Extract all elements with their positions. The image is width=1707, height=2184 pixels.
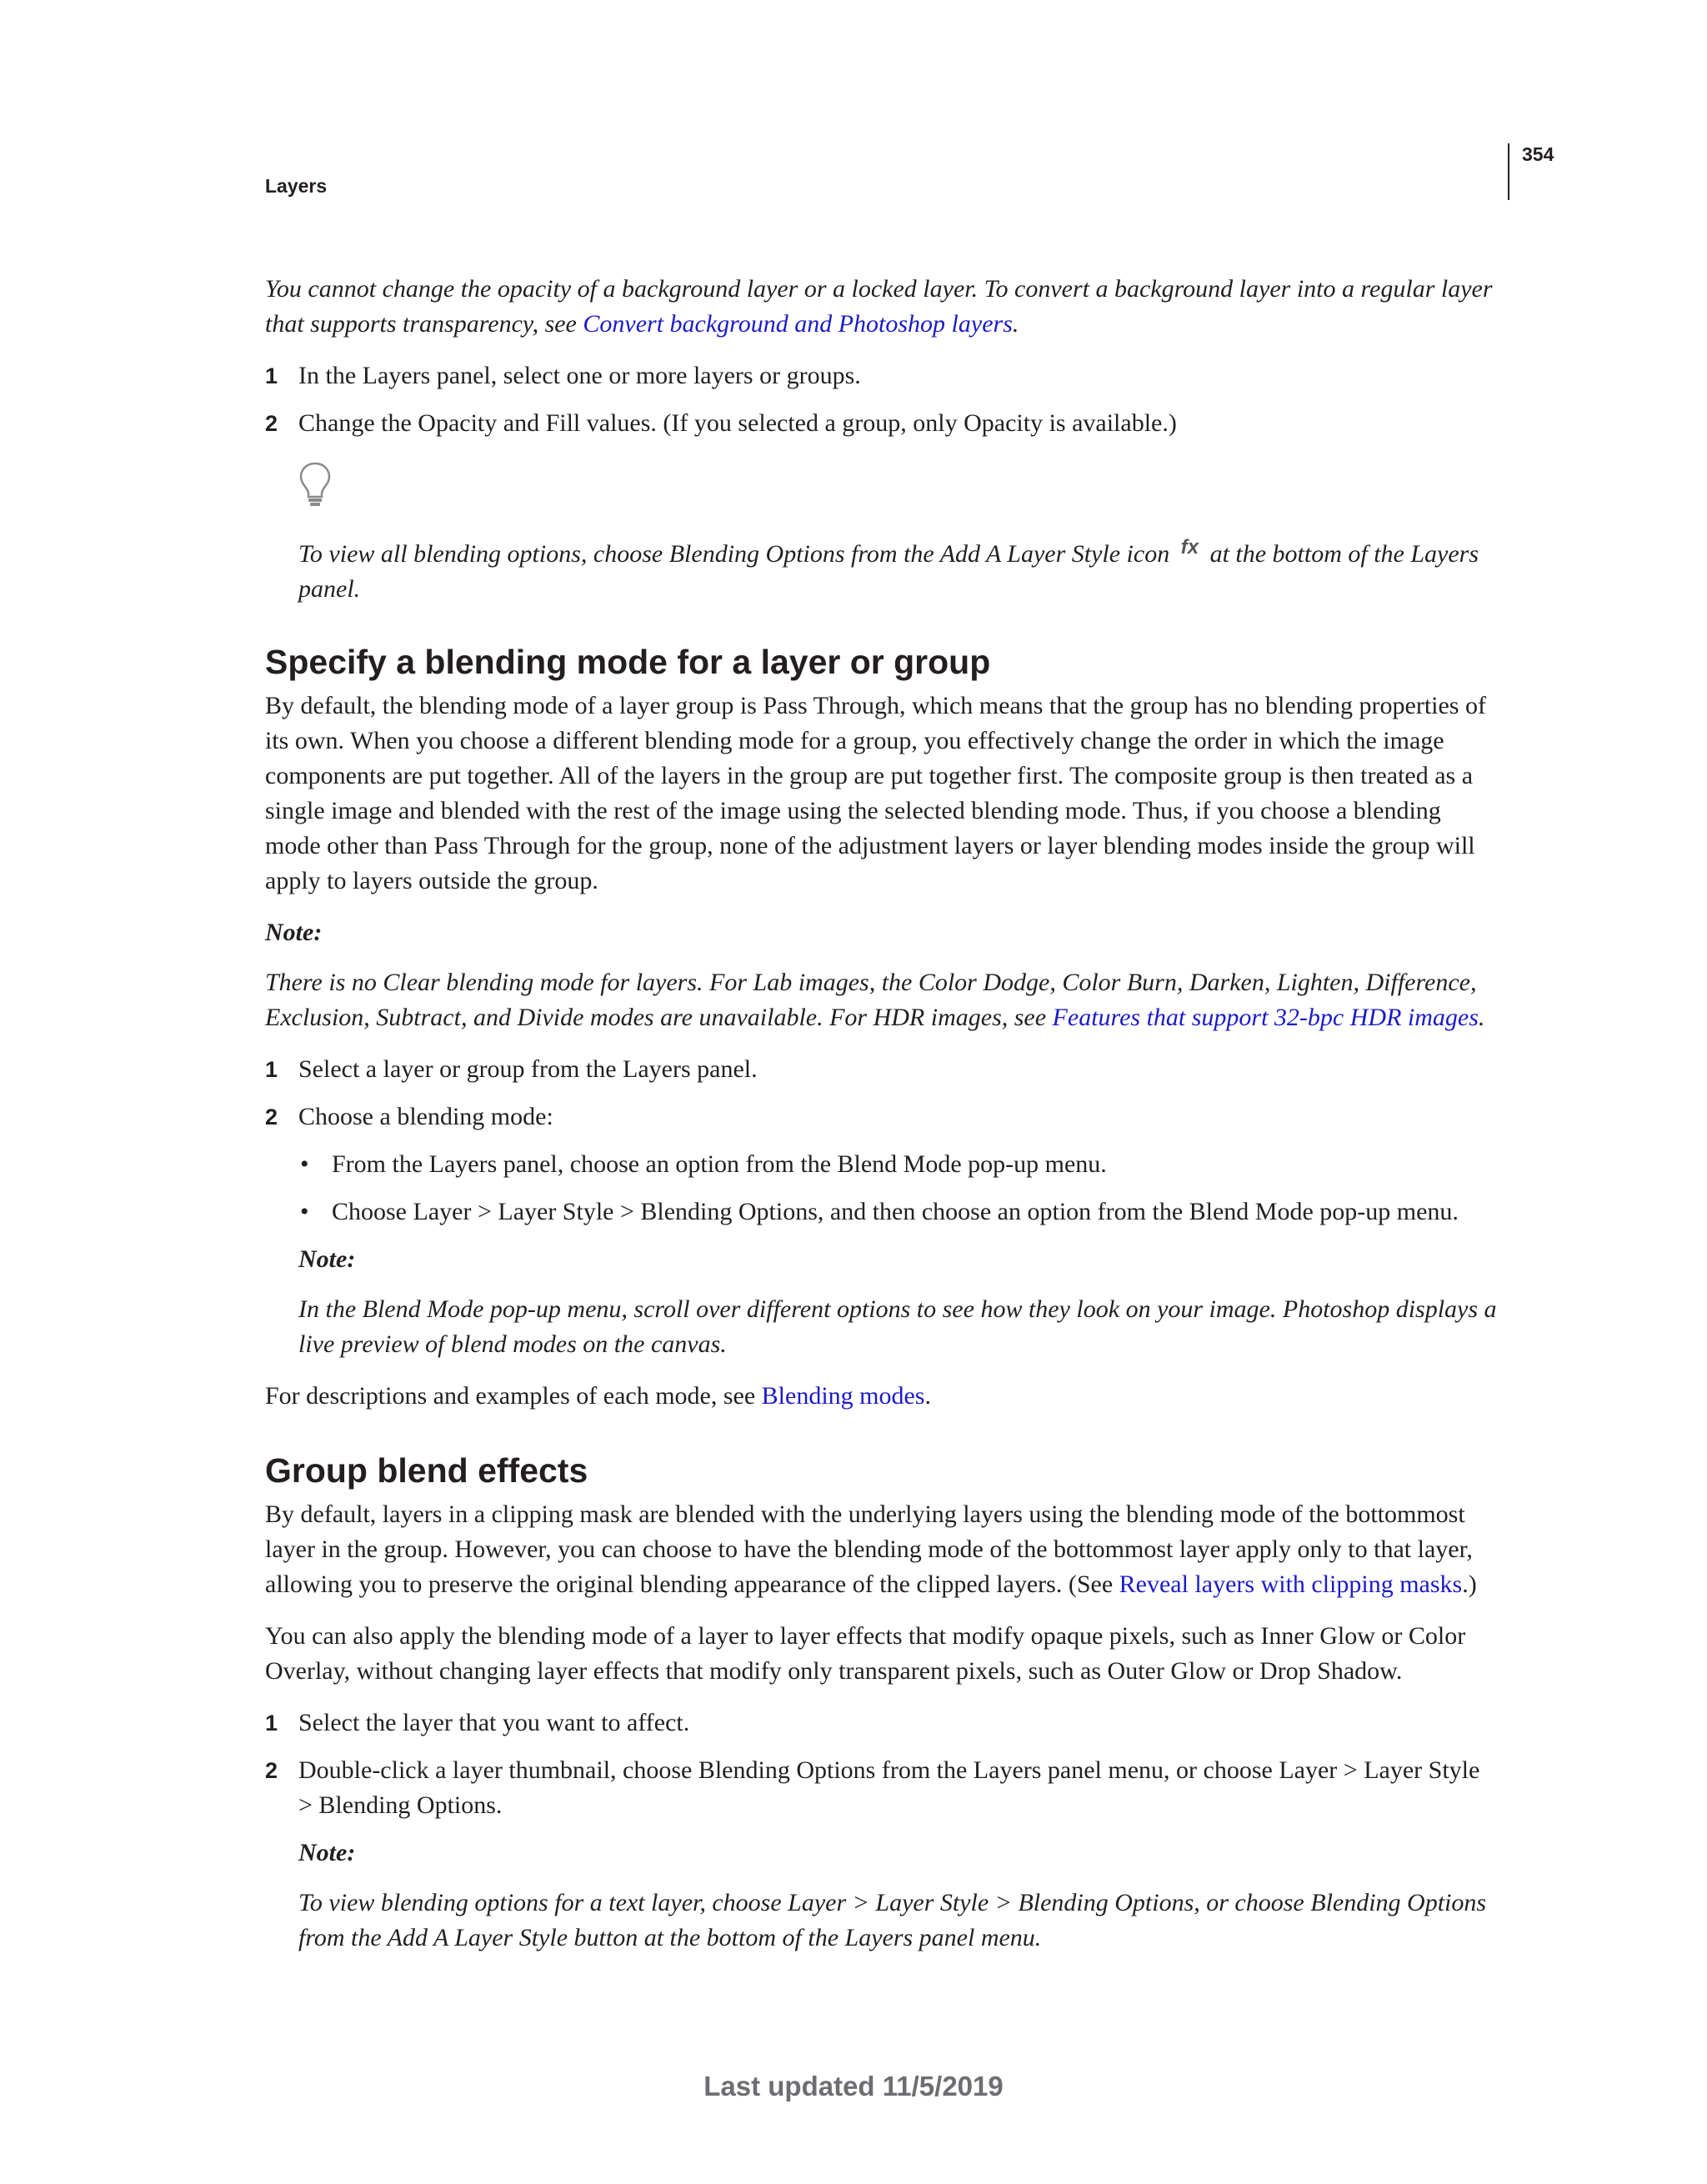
lightbulb-icon	[298, 461, 332, 508]
blending-modes-link[interactable]: Blending modes	[761, 1382, 925, 1410]
blending-mode-paragraph: By default, the blending mode of a layer group is Pass Through, which means that the group has no blending properties of its own. When you choose a different blending mode for a group, you effectively change the order in which the image components are put together. All of the layers in the group are put together first. The composite group is then treated as a single image and blended with the rest of the image using the selected blending mode. Thus, if you choose a blending mode other than Pass Through for the group, none of the adjustment layers or layer blending modes inside the group will apply to layers outside the group.	[265, 692, 1486, 894]
step-2: 2 Choose a blending mode:	[265, 1103, 553, 1130]
note-label: Note:	[298, 1245, 356, 1273]
descriptions-paragraph: For descriptions and examples of each mode, see Blending modes.	[265, 1382, 931, 1410]
bullet-item: • From the Layers panel, choose an option from the Blend Mode pop-up menu.	[300, 1150, 1107, 1178]
step-1: 1 In the Layers panel, select one or more layers or groups.	[265, 362, 861, 389]
hdr-features-link[interactable]: Features that support 32-bpc HDR images	[1052, 1004, 1479, 1031]
note-text: There is no Clear blending mode for layers. For Lab images, the Color Dodge, Color Burn, Darken, Lighten, Difference, Exclusion, Subtract, and Divide modes are unavailable. For HDR images, see Features that support 32-bpc HDR images.	[265, 969, 1485, 1031]
section-heading-blending-mode: Specify a blending mode for a layer or group	[265, 643, 991, 681]
add-layer-style-icon: fx	[1180, 536, 1199, 559]
tip-text: To view all blending options, choose Blending Options from the Add A Layer Style icon fx at the bottom of the Layers panel.	[298, 530, 1499, 607]
bullet-item: • Choose Layer > Layer Style > Blending Options, and then choose an option from the Blend Mode pop-up menu.	[300, 1198, 1459, 1225]
note-text: To view blending options for a text layer, choose Layer > Layer Style > Blending Options, or choose Blending Options from the Add A Layer Style button at the bottom of the Layers panel menu.	[298, 1889, 1487, 1951]
step-1: 1 Select a layer or group from the Layers panel.	[265, 1055, 758, 1083]
group-blend-paragraph: By default, layers in a clipping mask are blended with the underlying layers using the blending mode of the bottommost layer in the group. However, you can choose to have the blending mode of the bottommost layer apply only to that layer, allowing you to preserve the original blending appearance of the clipped layers. (See Reveal layers with clipping masks.)	[265, 1500, 1477, 1598]
last-updated-footer: Last updated 11/5/2019	[703, 2071, 1004, 2101]
header-rule	[1508, 143, 1509, 200]
section-heading-group-blend: Group blend effects	[265, 1451, 588, 1490]
convert-layers-link[interactable]: Convert background and Photoshop layers	[583, 310, 1013, 338]
running-head: Layers	[265, 175, 328, 197]
tip-block	[265, 461, 1499, 607]
clipping-masks-link[interactable]: Reveal layers with clipping masks	[1119, 1570, 1463, 1598]
page-number: 354	[1522, 143, 1554, 165]
note-label: Note:	[298, 1839, 356, 1866]
page-content	[265, 272, 1499, 1956]
step-1: 1 Select the layer that you want to affect.	[265, 1709, 690, 1736]
layer-effects-paragraph: You can also apply the blending mode of a layer to layer effects that modify opaque pixels, such as Inner Glow or Color Overlay, without changing layer effects that modify only transparent pixels, such as Outer Glow or Drop Shadow.	[265, 1622, 1466, 1685]
step-2: 2 Double-click a layer thumbnail, choose Blending Options from the Layers panel menu, or choose Layer > Layer Style > Blending Options.	[265, 1756, 1480, 1819]
note-text: In the Blend Mode pop-up menu, scroll over different options to see how they look on your image. Photoshop displays a live preview of blend modes on the canvas.	[298, 1295, 1497, 1358]
step-2: 2 Change the Opacity and Fill values. (If you selected a group, only Opacity is available.)	[265, 409, 1177, 437]
opacity-note: You cannot change the opacity of a background layer or a locked layer. To convert a background layer into a regular layer that supports transparency, see Convert background and Photoshop layers.	[265, 275, 1493, 338]
note-label: Note:	[265, 919, 323, 946]
